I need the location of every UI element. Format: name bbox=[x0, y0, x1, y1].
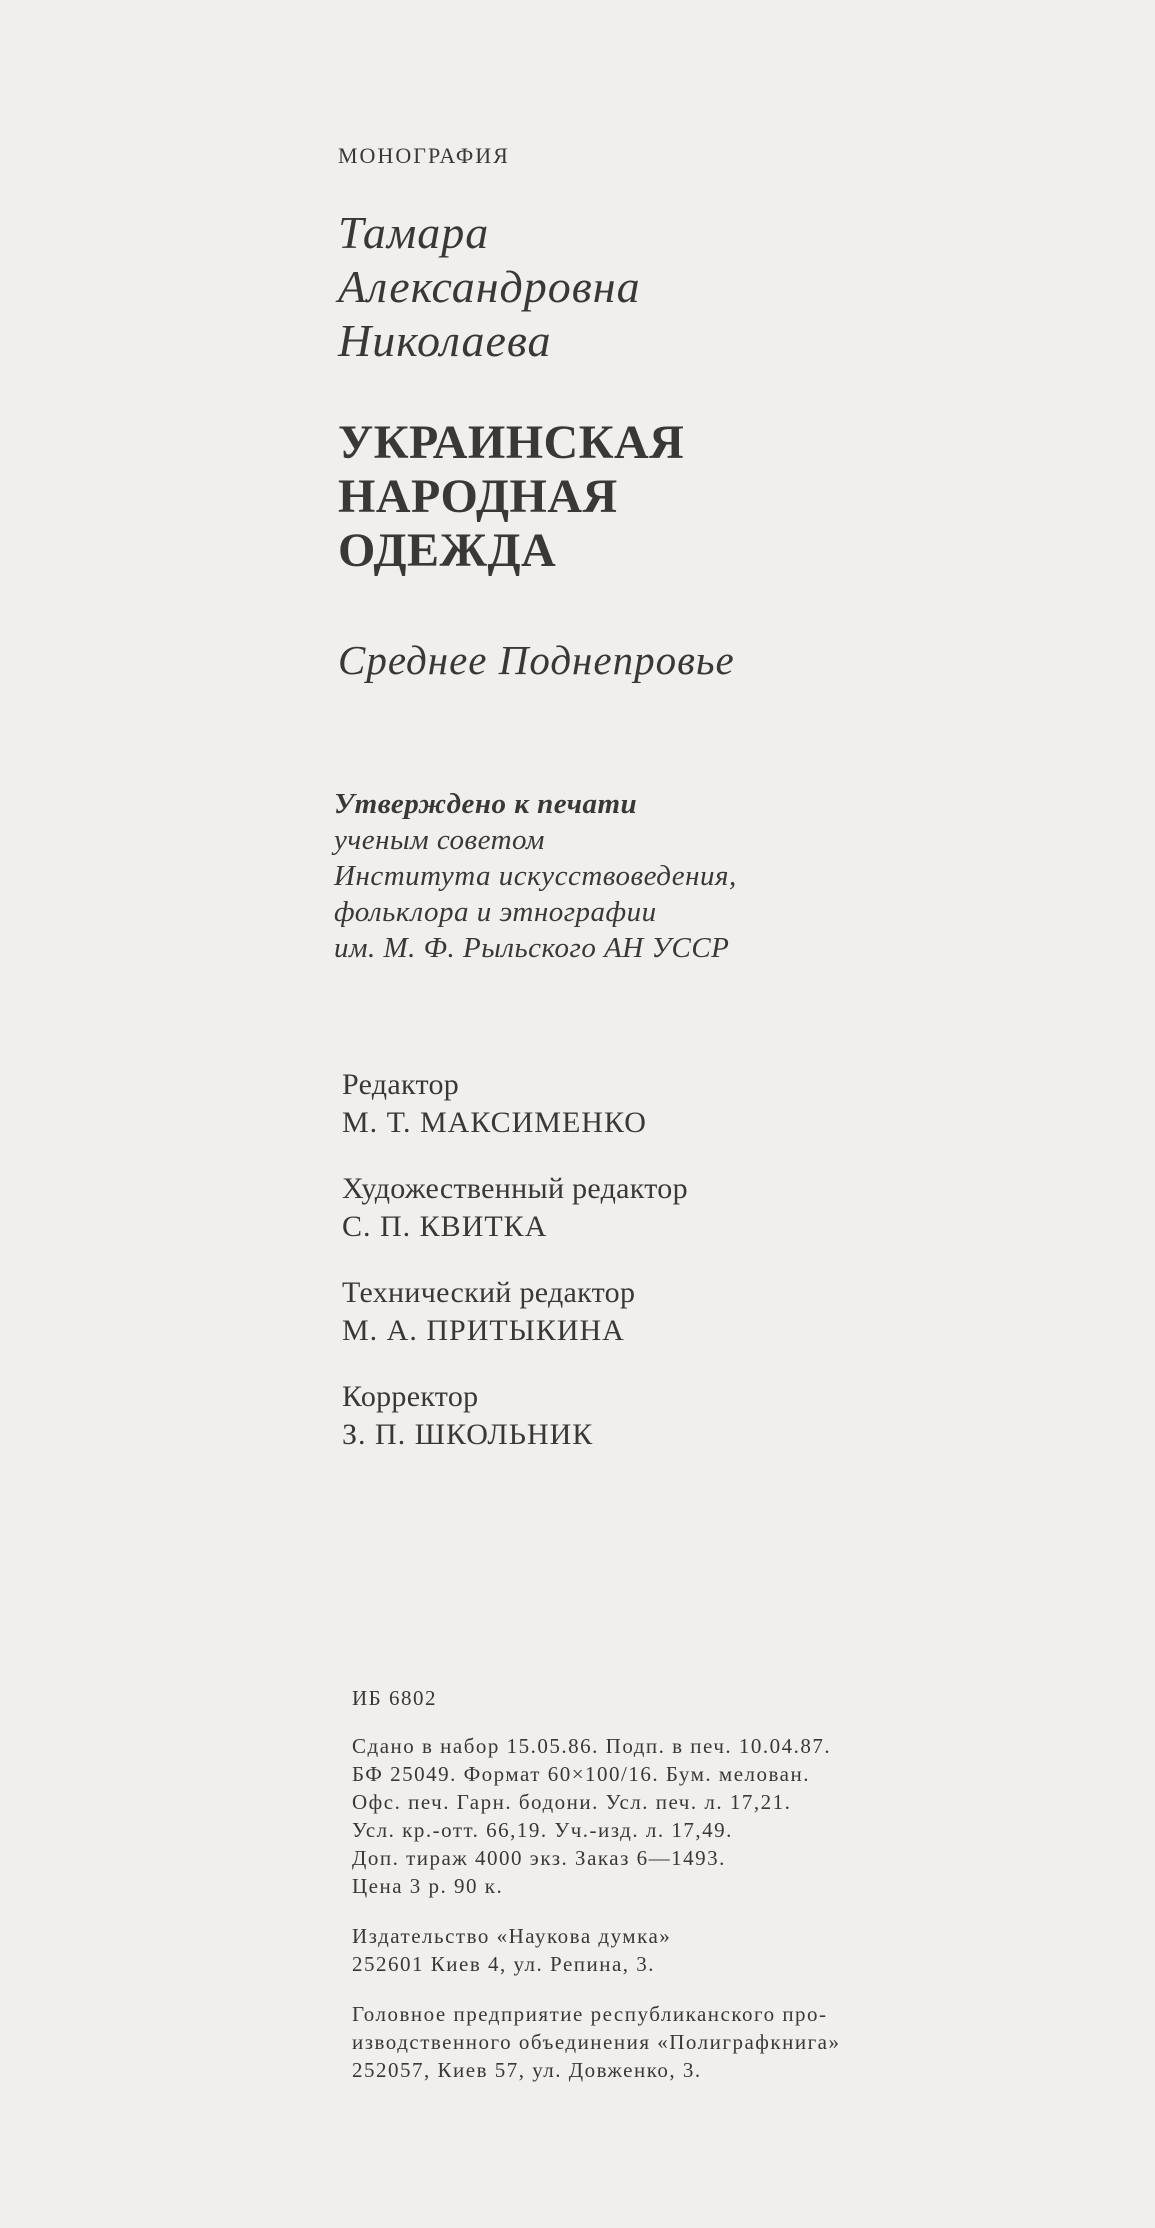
approval-line: им. М. Ф. Рыльского АН УССР bbox=[334, 932, 730, 964]
title-line-2: НАРОДНАЯ bbox=[338, 470, 618, 523]
ib-number: ИБ 6802 bbox=[352, 1686, 437, 1710]
genre-label: МОНОГРАФИЯ bbox=[338, 143, 510, 168]
approval-line: ученым советом bbox=[334, 824, 545, 856]
title-line-1: УКРАИНСКАЯ bbox=[338, 416, 685, 469]
publisher-line: 252601 Киев 4, ул. Репина, 3. bbox=[352, 1952, 656, 1976]
staff-role-proofreader: Корректор bbox=[342, 1380, 479, 1413]
author-last-name: Николаева bbox=[338, 315, 552, 366]
editorial-staff bbox=[342, 1066, 688, 1482]
approval-line: фольклора и этнографии bbox=[334, 896, 657, 928]
staff-role-tech-editor: Технический редактор bbox=[342, 1276, 636, 1309]
printer-line: 252057, Киев 57, ул. Довженко, 3. bbox=[352, 2058, 702, 2082]
staff-role-editor: Редактор bbox=[342, 1068, 460, 1101]
approval-statement bbox=[334, 786, 737, 966]
approval-line: Института искусствоведения, bbox=[334, 860, 737, 892]
printer-line: Головное предприятие республиканского про- bbox=[352, 2002, 828, 2026]
author-name bbox=[338, 206, 641, 368]
title-line-3: ОДЕЖДА bbox=[338, 524, 557, 577]
imprint-detail-line: БФ 25049. Формат 60×100/16. Бум. мелован. bbox=[352, 1762, 810, 1786]
staff-person-tech-editor: М. А. ПРИТЫКИНА bbox=[342, 1314, 625, 1347]
publication-imprint bbox=[352, 1684, 841, 2084]
publisher-line: Издательство «Наукова думка» bbox=[352, 1924, 672, 1948]
book-subtitle: Среднее Поднепровье bbox=[338, 637, 735, 683]
approval-line: Утверждено к печати bbox=[334, 788, 638, 820]
imprint-detail-line: Усл. кр.-отт. 66,19. Уч.-изд. л. 17,49. bbox=[352, 1818, 733, 1842]
book-title bbox=[338, 416, 684, 578]
imprint-detail-line: Офс. печ. Гарн. бодони. Усл. печ. л. 17,21. bbox=[352, 1790, 792, 1814]
printer-line: изводственного объединения «Полиграфкнига» bbox=[352, 2030, 841, 2054]
imprint-detail-line: Сдано в набор 15.05.86. Подп. в печ. 10.04.87. bbox=[352, 1734, 832, 1758]
staff-person-art-editor: С. П. КВИТКА bbox=[342, 1210, 548, 1243]
imprint-detail-line: Цена 3 р. 90 к. bbox=[352, 1874, 504, 1898]
staff-role-art-editor: Художественный редактор bbox=[342, 1172, 688, 1205]
imprint-detail-line: Доп. тираж 4000 экз. Заказ 6—1493. bbox=[352, 1846, 726, 1870]
staff-person-editor: М. Т. МАКСИМЕНКО bbox=[342, 1106, 647, 1139]
staff-person-proofreader: З. П. ШКОЛЬНИК bbox=[342, 1418, 594, 1451]
author-patronymic: Александровна bbox=[338, 261, 641, 312]
author-first-name: Тамара bbox=[338, 207, 490, 258]
